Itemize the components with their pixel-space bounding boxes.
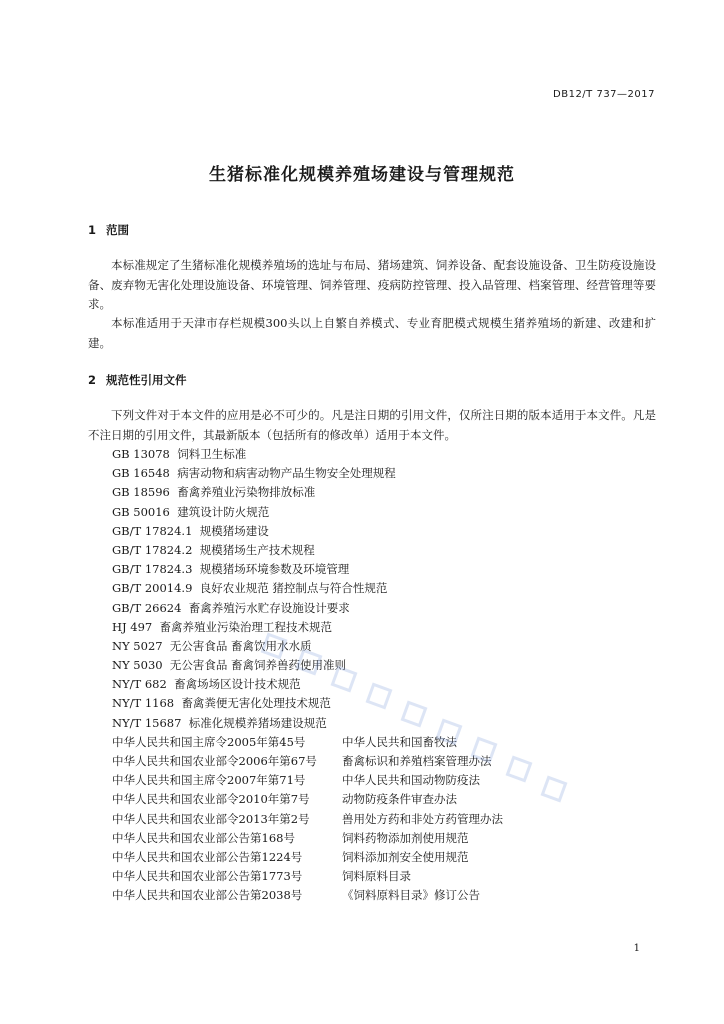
reference-name: 畜禽养殖业污染治理工程技术规范 bbox=[159, 619, 333, 634]
decree-name: 饲料添加剂安全使用规范 bbox=[342, 849, 469, 864]
reference-item bbox=[112, 541, 672, 560]
reference-code: GB 50016 bbox=[112, 504, 170, 519]
decree-item bbox=[112, 810, 672, 829]
reference-name: 良好农业规范 猪控制点与符合性规范 bbox=[199, 581, 388, 596]
decree-item bbox=[112, 771, 672, 790]
decree-code: 中华人民共和国主席令2007年第71号 bbox=[112, 773, 306, 788]
decree-code: 中华人民共和国农业部令2006年第67号 bbox=[112, 754, 317, 768]
reference-code: GB 18596 bbox=[112, 485, 170, 500]
reference-code: NY/T 682 bbox=[112, 677, 167, 692]
reference-item bbox=[112, 483, 672, 502]
decree-item bbox=[112, 752, 672, 771]
reference-item bbox=[112, 445, 672, 464]
section-number: 1 bbox=[88, 223, 97, 237]
section-1-heading bbox=[88, 222, 129, 238]
document-title: 生猪标准化规模养殖场建设与管理规范 bbox=[209, 165, 515, 185]
reference-item bbox=[112, 579, 672, 598]
decree-item bbox=[112, 733, 672, 752]
decree-name: 饲料原料目录 bbox=[342, 869, 411, 884]
reference-item bbox=[112, 464, 672, 483]
decree-code: 中华人民共和国主席令2005年第45号 bbox=[112, 734, 306, 749]
reference-name: 畜禽养殖污水贮存设施设计要求 bbox=[188, 600, 350, 615]
decree-code: 中华人民共和国农业部公告第2038号 bbox=[112, 888, 303, 903]
reference-name: 畜禽粪便无害化处理技术规范 bbox=[181, 696, 331, 711]
decree-name: 兽用处方药和非处方药管理办法 bbox=[342, 811, 503, 826]
section-1-paragraph-1: 本标准规定了生猪标准化规模养殖场的选址与布局、猪场建筑、饲养设备、配套设施设备、卫生防疫设施设备、废弃物无害化处理设施设备、环境管理、饲养管理、疫病防控管理、投入品管理、档案管理、经营管理等要求。 bbox=[88, 258, 656, 311]
section-1-paragraph-2: 本标准适用于天津市存栏规模300头以上自繁自养模式、专业育肥模式规模生猪养殖场的新建、改建和扩建。 bbox=[88, 316, 656, 350]
reference-item bbox=[112, 522, 672, 541]
reference-code: GB/T 17824.2 bbox=[112, 542, 193, 557]
section-2-heading bbox=[88, 372, 187, 388]
decree-name: 中华人民共和国畜牧法 bbox=[342, 734, 457, 749]
decree-item bbox=[112, 790, 672, 809]
reference-item bbox=[112, 503, 672, 522]
standard-code: DB12/T 737—2017 bbox=[553, 89, 655, 100]
reference-name: 规模猪场环境参数及环境管理 bbox=[199, 562, 350, 577]
reference-item bbox=[112, 618, 672, 637]
reference-item bbox=[112, 637, 672, 656]
decree-item bbox=[112, 848, 672, 867]
decree-code: 中华人民共和国农业部令2010年第7号 bbox=[112, 792, 310, 807]
reference-name: 规模猪场生产技术规程 bbox=[199, 542, 315, 557]
reference-code: GB 13078 bbox=[112, 447, 170, 461]
reference-name: 病害动物和病害动物产品生物安全处理规程 bbox=[177, 466, 396, 481]
reference-name: 畜禽养殖业污染物排放标准 bbox=[177, 485, 316, 500]
reference-code: GB/T 20014.9 bbox=[112, 581, 193, 596]
reference-item bbox=[112, 694, 672, 713]
reference-code: NY 5027 bbox=[112, 638, 163, 653]
reference-item bbox=[112, 560, 672, 579]
reference-code: NY 5030 bbox=[112, 658, 163, 673]
reference-name: 无公害食品 畜禽饲养兽药使用准则 bbox=[169, 658, 347, 673]
decree-name: 《饲料原料目录》修订公告 bbox=[342, 888, 480, 903]
decree-code: 中华人民共和国农业部公告第168号 bbox=[112, 830, 295, 845]
reference-list bbox=[112, 445, 672, 906]
reference-name: 无公害食品 畜禽饮用水水质 bbox=[169, 638, 312, 653]
reference-item bbox=[112, 675, 672, 694]
section-number: 2 bbox=[88, 373, 97, 387]
reference-name: 饲料卫生标准 bbox=[177, 447, 247, 461]
reference-item bbox=[112, 656, 672, 675]
section-2-paragraph-1: 下列文件对于本文件的应用是必不可少的。凡是注日期的引用文件，仅所注日期的版本适用于本文件。凡是不注日期的引用文件，其最新版本（包括所有的修改单）适用于本文件。 bbox=[88, 408, 656, 442]
decree-item bbox=[112, 867, 672, 886]
decree-code: 中华人民共和国农业部令2013年第2号 bbox=[112, 811, 310, 826]
reference-name: 标准化规模养猪场建设规范 bbox=[188, 715, 327, 730]
decree-code: 中华人民共和国农业部公告第1773号 bbox=[112, 869, 303, 884]
reference-code: GB/T 17824.3 bbox=[112, 562, 193, 577]
reference-code: GB/T 26624 bbox=[112, 600, 182, 615]
reference-code: GB 16548 bbox=[112, 466, 170, 481]
reference-name: 规模猪场建设 bbox=[199, 523, 269, 538]
decree-name: 畜禽标识和养殖档案管理办法 bbox=[342, 754, 492, 768]
decree-item bbox=[112, 886, 672, 905]
reference-code: GB/T 17824.1 bbox=[112, 523, 193, 538]
reference-code: HJ 497 bbox=[112, 619, 153, 634]
decree-name: 动物防疫条件审查办法 bbox=[342, 792, 457, 807]
section-title: 范围 bbox=[106, 223, 129, 237]
reference-item bbox=[112, 599, 672, 618]
page-number: 1 bbox=[633, 943, 640, 954]
reference-name: 畜禽场场区设计技术规范 bbox=[174, 677, 301, 692]
decree-code: 中华人民共和国农业部公告第1224号 bbox=[112, 849, 303, 864]
decree-item bbox=[112, 829, 672, 848]
decree-name: 饲料药物添加剂使用规范 bbox=[342, 830, 469, 845]
decree-name: 中华人民共和国动物防疫法 bbox=[342, 773, 480, 788]
reference-name: 建筑设计防火规范 bbox=[177, 504, 270, 519]
section-title: 规范性引用文件 bbox=[106, 373, 187, 387]
reference-item bbox=[112, 714, 672, 733]
reference-code: NY/T 1168 bbox=[112, 696, 175, 711]
reference-code: NY/T 15687 bbox=[112, 715, 182, 730]
